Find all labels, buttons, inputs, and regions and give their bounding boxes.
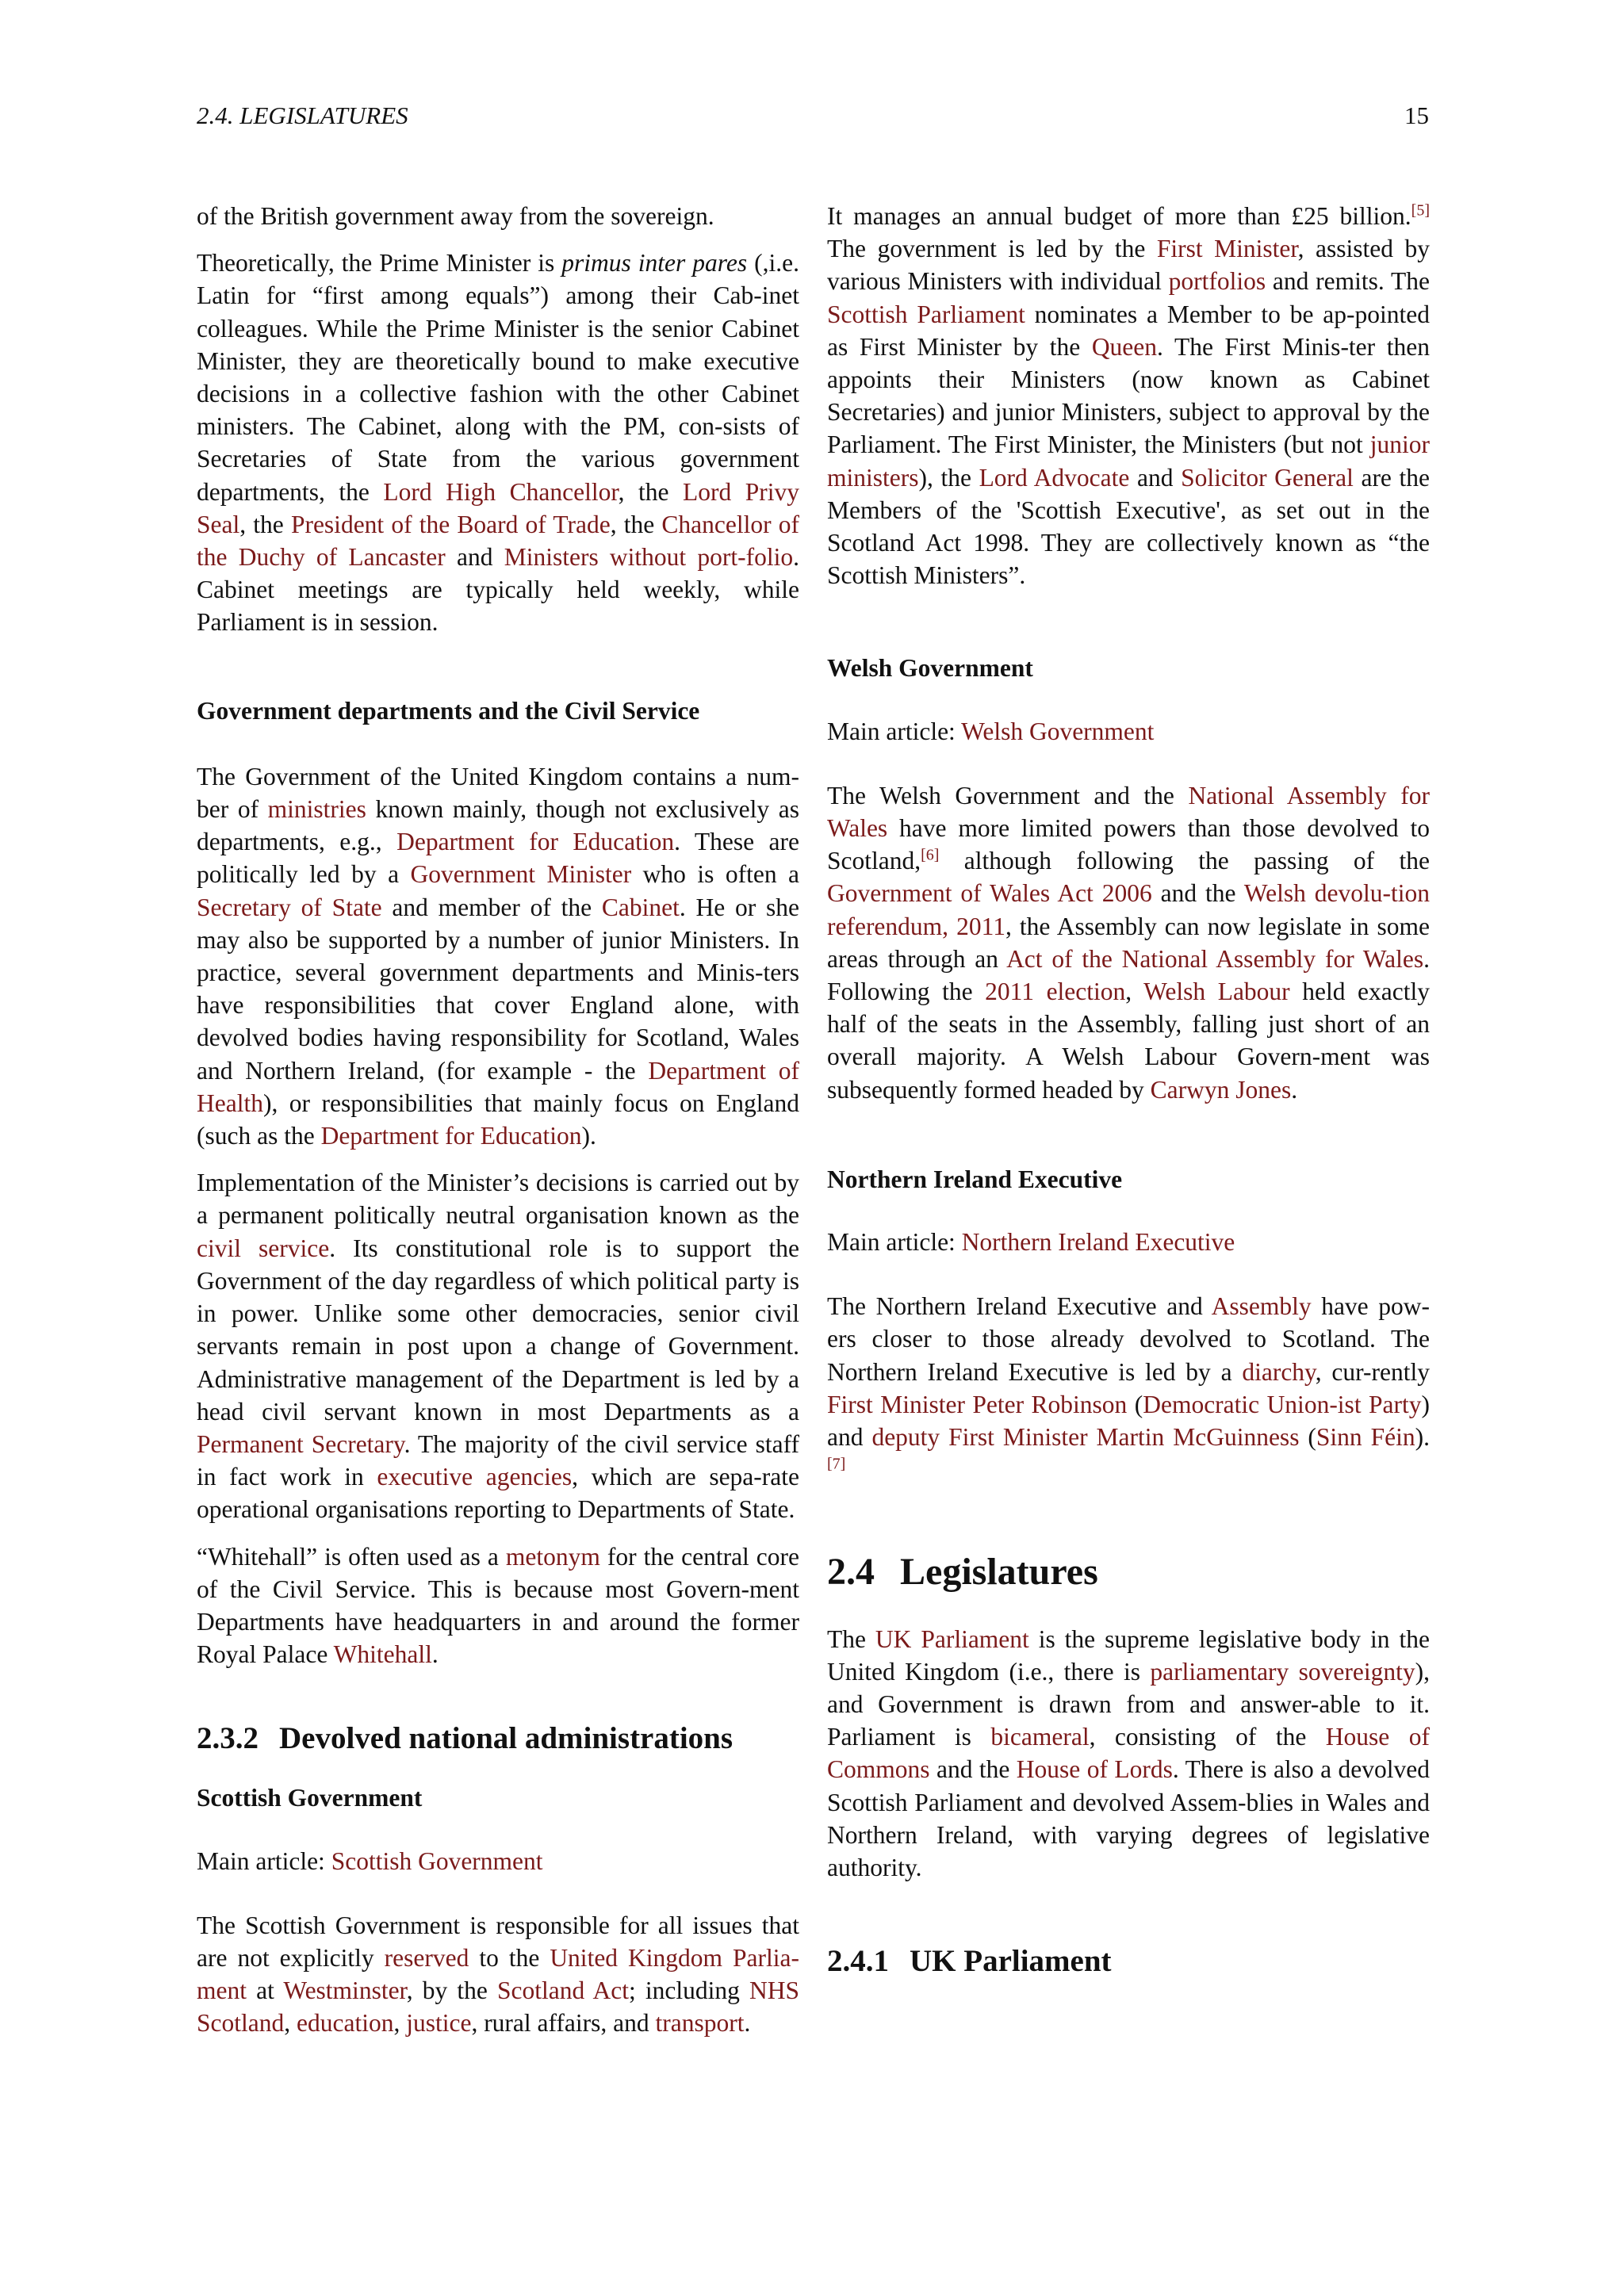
section-heading-devolved	[197, 1720, 799, 1758]
text: Main article:	[827, 1228, 962, 1257]
link-ni-executive[interactable]: Northern Ireland Executive	[961, 1228, 1235, 1257]
right-column	[827, 200, 1430, 2004]
text: known mainly, though not exclusively as departments, e.g.,	[197, 795, 799, 856]
text: ), the	[918, 463, 979, 492]
text: ,	[1125, 978, 1144, 1006]
text: ), and Government is drawn from and answer-able to it. Parliament is	[827, 1657, 1430, 1751]
link-uk-parliament-2[interactable]: UK Parliament	[875, 1624, 1029, 1653]
text: , rural affairs, and	[471, 2009, 656, 2038]
link-assembly[interactable]: Assembly	[1211, 1292, 1312, 1321]
citation-7[interactable]: [7]	[827, 1455, 846, 1473]
text: ; including	[629, 1976, 749, 2005]
text: (	[1127, 1390, 1143, 1418]
text: and	[445, 543, 504, 572]
text: to the	[469, 1943, 550, 1972]
text: for the central core of the Civil Service. This is because most Govern-ment Departments have headquarters in and around the former Royal Palace	[197, 1542, 800, 1669]
paragraph-departments	[197, 760, 799, 1152]
link-scotland-act[interactable]: Scotland Act	[496, 1976, 630, 2005]
main-article-ni	[827, 1226, 1430, 1258]
paragraph-legislatures	[827, 1623, 1430, 1885]
text: is the supreme legislative body in the United Kingdom (i.e., there is	[827, 1624, 1430, 1686]
text: The	[827, 1624, 875, 1653]
text: ), or responsibilities that mainly focus on England (such as the	[197, 1089, 799, 1150]
link-welsh-government[interactable]: Welsh Government	[961, 717, 1155, 745]
text: , consisting of the	[1089, 1723, 1326, 1751]
text: ) and	[827, 1390, 1430, 1452]
text: and the	[929, 1755, 1017, 1784]
text: ,	[393, 2009, 407, 2038]
link-department-for-education[interactable]: Department for Education	[396, 828, 675, 856]
text: held exactly half of the seats in the Assembly, falling just short of an overall majority. A Welsh Labour Govern-ment was subsequently formed headed by	[827, 978, 1431, 1104]
section-heading-uk-parliament	[827, 1942, 1430, 1980]
link-nhs-scotland[interactable]: NHS Scotland	[197, 1976, 799, 2038]
link-department-for-education-2[interactable]: Department for Education	[320, 1122, 582, 1150]
link-civil-service[interactable]: civil service	[197, 1234, 330, 1262]
link-portfolios[interactable]: portfolios	[1168, 267, 1266, 296]
running-section-title: 2.4. LEGISLATURES	[197, 101, 408, 129]
link-justice[interactable]: justice	[406, 2009, 472, 2038]
text: Theoretically, the Prime Minister is	[197, 249, 562, 277]
link-board-of-trade[interactable]: President of the Board of Trade	[290, 510, 611, 538]
text: (,i.e. Latin for “first among equals”) among their Cab-inet colleagues. While the Prime Minister is the senior Cabinet Minister, they are theoretically bound to make executive decisions in a collective fashion with the other Cabinet ministers. The Cabinet, along with the PM, con-sists of Secretaries of State from the various government departments, the	[197, 249, 799, 506]
link-lord-privy-seal[interactable]: Lord Privy Seal	[197, 477, 799, 538]
text: . There is also a devolved Scottish Parliament and devolved Assem-blies in Wales and Northern Ireland, with varying degrees of legislative authority.	[827, 1755, 1431, 1881]
subheading-scottish-government: Scottish Government	[197, 1784, 423, 1812]
subheading-ni-executive: Northern Ireland Executive	[827, 1165, 1123, 1193]
link-bicameral[interactable]: bicameral	[990, 1723, 1090, 1751]
text: are the Members of the 'Scottish Executive', as set out in the Scotland Act 1998. They are collectively known as “the Scottish Ministers”.	[827, 463, 1431, 590]
text: although following the passing of the	[939, 847, 1430, 875]
text: , assisted by various Ministers with individual	[827, 235, 1430, 296]
link-lord-advocate[interactable]: Lord Advocate	[979, 463, 1130, 492]
link-sinn-fein[interactable]: Sinn Féin	[1316, 1423, 1415, 1452]
section-title: Legislatures	[900, 1550, 1098, 1593]
paragraph-welsh-government	[827, 779, 1430, 1106]
link-queen[interactable]: Queen	[1091, 332, 1158, 361]
link-government-of-wales-act[interactable]: Government of Wales Act 2006	[827, 879, 1152, 908]
link-first-minister[interactable]: First Minister	[1156, 235, 1298, 263]
text: . The First Minis-ter then appoints their Ministers (now known as Cabinet Secretaries) and junior Ministers, subject to approval by the Parliament. The First Minister, the Ministers (but not	[827, 332, 1430, 459]
link-executive-agencies[interactable]: executive agencies	[377, 1463, 573, 1491]
page-number: 15	[1404, 101, 1429, 129]
citation-6[interactable]: [6]	[921, 846, 940, 864]
text: . These are politically led by a	[197, 828, 799, 889]
left-column	[197, 200, 799, 2054]
paragraph-scottish-budget	[827, 200, 1430, 591]
main-article-scottish	[197, 1845, 799, 1877]
paragraph-prime-minister	[197, 247, 799, 638]
link-junior-ministers[interactable]: junior ministers	[827, 430, 1430, 492]
link-metonym[interactable]: metonym	[505, 1542, 600, 1571]
text: , the	[618, 477, 683, 506]
link-secretary-of-state[interactable]: Secretary of State	[197, 893, 382, 921]
section-number: 2.4	[827, 1550, 875, 1593]
text: Main article:	[197, 1846, 331, 1875]
running-header	[197, 101, 1429, 140]
text: (	[1299, 1423, 1316, 1452]
link-diarchy[interactable]: diarchy	[1242, 1357, 1316, 1386]
paragraph-scottish-government	[197, 1909, 799, 2040]
link-act-national-assembly[interactable]: Act of the National Assembly for Wales	[1006, 944, 1424, 973]
link-martin-mcguinness[interactable]: deputy First Minister Martin McGuinness	[871, 1423, 1300, 1452]
text: Main article:	[827, 717, 962, 745]
text: . Its constitutional role is to support the Government of the day regardless of which political party is in power. Unlike some other democracies, senior civil servants remain in post upon a change of Government. Administrative management of the Department is led by a head civil servant known in most Departments as a	[197, 1234, 799, 1425]
link-carwyn-jones[interactable]: Carwyn Jones	[1150, 1075, 1292, 1104]
text: who is often a	[631, 860, 800, 889]
text: have pow-ers closer to those already devolved to Scotland. The Northern Ireland Executive is led by a	[827, 1292, 1431, 1386]
section-title: Devolved national administrations	[279, 1721, 733, 1756]
link-ministers-without-portfolio[interactable]: Ministers without port-folio	[504, 543, 794, 572]
main-article-welsh	[827, 715, 1430, 748]
link-scottish-government[interactable]: Scottish Government	[331, 1846, 543, 1875]
text: and remits. The	[1266, 267, 1430, 296]
subheading-departments: Government departments and the Civil Service	[197, 696, 700, 725]
section-number: 2.3.2	[197, 1721, 259, 1756]
text: The Northern Ireland Executive and	[827, 1292, 1212, 1321]
text: .	[1291, 1075, 1298, 1104]
text: .	[431, 1640, 439, 1669]
text: . Cabinet meetings are typically held weekly, while Parliament is in session.	[197, 543, 799, 637]
text: , the	[610, 510, 662, 538]
link-house-of-commons[interactable]: House of Commons	[827, 1723, 1430, 1784]
text: The Government of the United Kingdom contains a num-ber of	[197, 762, 799, 824]
link-house-of-lords[interactable]: House of Lords	[1016, 1755, 1173, 1784]
link-government-minister[interactable]: Government Minister	[410, 860, 632, 889]
link-chancellor-duchy-lancaster[interactable]: Chancellor of the Duchy of Lancaster	[197, 510, 800, 572]
link-transport[interactable]: transport	[655, 2009, 745, 2038]
text: , the Assembly can now legislate in some areas through an	[827, 912, 1430, 973]
text: nominates a Member to be ap-pointed as First Minister by the	[827, 300, 1430, 361]
link-permanent-secretary[interactable]: Permanent Secretary	[197, 1429, 404, 1458]
link-ministries[interactable]: ministries	[267, 795, 366, 824]
text: . The majority of the civil service staff in fact work in	[197, 1429, 800, 1491]
link-department-of-health[interactable]: Department of Health	[197, 1056, 799, 1117]
text: “Whitehall” is often used as a	[197, 1542, 506, 1571]
link-2011-election[interactable]: 2011 election	[985, 978, 1126, 1006]
text: and	[1129, 463, 1182, 492]
text: It manages an annual budget of more than £25 billion.	[827, 202, 1411, 230]
link-reserved[interactable]: reserved	[384, 1943, 469, 1972]
link-national-assembly-wales[interactable]: National Assembly for Wales	[827, 781, 1430, 843]
text: , which are sepa-rate operational organisations reporting to Departments of State.	[197, 1463, 799, 1524]
text: ).	[1415, 1423, 1431, 1452]
link-scottish-parliament[interactable]: Scottish Parliament	[827, 300, 1025, 328]
text: have more limited powers than those devolved to Scotland,	[827, 814, 1430, 875]
link-solicitor-general[interactable]: Solicitor General	[1181, 463, 1354, 492]
section-title: UK Parliament	[910, 1944, 1112, 1979]
paragraph-continuation: of the British government away from the sovereign.	[197, 202, 714, 230]
paragraph-whitehall	[197, 1540, 799, 1671]
link-whitehall[interactable]: Whitehall	[333, 1640, 432, 1669]
paragraph-civil-service	[197, 1166, 799, 1525]
text: ,	[284, 2009, 297, 2038]
link-welsh-labour[interactable]: Welsh Labour	[1143, 978, 1290, 1006]
link-parliamentary-sovereignty[interactable]: parliamentary sovereignty	[1150, 1657, 1415, 1686]
link-lord-high-chancellor[interactable]: Lord High Chancellor	[383, 477, 619, 506]
text: The government is led by the	[827, 235, 1157, 263]
text: , the	[239, 510, 291, 538]
text: , by the	[406, 1976, 497, 2005]
link-education[interactable]: education	[297, 2009, 394, 2038]
text: . He or she may also be supported by a number of junior Ministers. In practice, several government departments and Minis-ters have responsibilities that cover England alone, with devolved bodies having responsibility for Scotland, Wales and Northern Ireland, (for example - the	[197, 893, 799, 1085]
citation-5[interactable]: [5]	[1411, 201, 1430, 220]
text: . Following the	[827, 944, 1430, 1006]
link-peter-robinson[interactable]: First Minister Peter Robinson	[827, 1390, 1128, 1418]
text: , cur-rently	[1315, 1357, 1430, 1386]
section-heading-legislatures	[827, 1550, 1430, 1594]
link-uk-parliament[interactable]: United Kingdom Parlia-ment	[197, 1943, 799, 2005]
link-cabinet[interactable]: Cabinet	[601, 893, 680, 921]
text: .	[744, 2009, 751, 2038]
latin-phrase: primus inter pares	[561, 249, 748, 277]
text: The Scottish Government is responsible for all issues that are not explicitly	[197, 1911, 799, 1972]
link-dup[interactable]: Democratic Union-ist Party	[1143, 1390, 1422, 1418]
text: ).	[581, 1122, 596, 1150]
text: The Welsh Government and the	[827, 781, 1189, 809]
text: and the	[1151, 879, 1244, 908]
text: Implementation of the Minister’s decisions is carried out by a permanent politically neutral organisation known as the	[197, 1169, 799, 1230]
text: and member of the	[381, 893, 602, 921]
section-number: 2.4.1	[827, 1944, 889, 1979]
link-welsh-referendum[interactable]: Welsh devolu-tion referendum, 2011	[827, 879, 1430, 940]
paragraph-ni-executive	[827, 1290, 1430, 1486]
link-westminster[interactable]: Westminster	[283, 1976, 407, 2005]
subheading-welsh-government: Welsh Government	[827, 654, 1033, 683]
text: at	[247, 1976, 284, 2005]
